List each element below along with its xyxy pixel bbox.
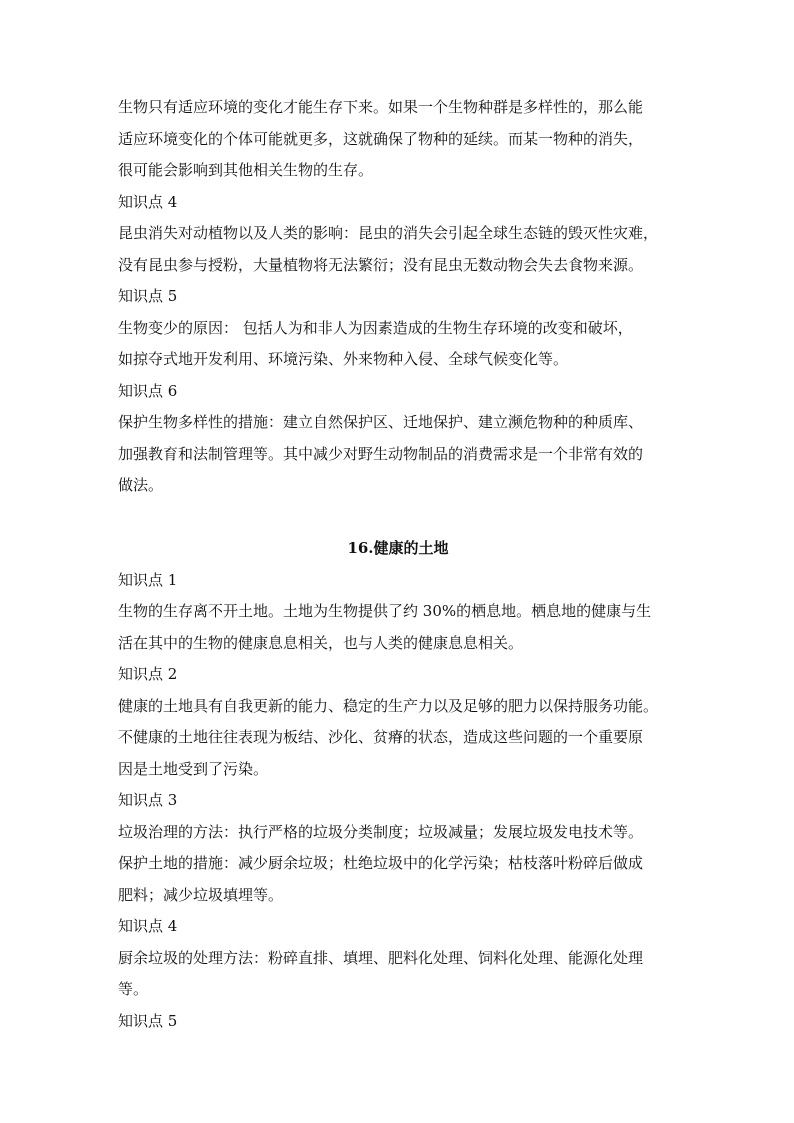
- knowledge-point-label: 知识点 5: [118, 287, 178, 305]
- text-line: 如掠夺式地开发利用、环境污染、外来物种入侵、全球气候变化等。: [118, 350, 569, 368]
- text-line: 做法。: [118, 476, 164, 494]
- text-line: 很可能会影响到其他相关生物的生存。: [118, 161, 374, 179]
- text-line: 等。: [118, 980, 149, 998]
- text-line: 垃圾治理的方法：执行严格的垃圾分类制度；垃圾减量；发展垃圾发电技术等。: [118, 822, 644, 841]
- text-line: 生物只有适应环境的变化才能生存下来。如果一个生物种群是多样性的，那么能: [118, 98, 644, 116]
- text-line: 活在其中的生物的健康息息相关，也与人类的健康息息相关。: [118, 633, 524, 652]
- knowledge-point-label: 知识点 4: [118, 917, 178, 935]
- text-line: 没有昆虫参与授粉，大量植物将无法繁衍；没有昆虫无数动物会失去食物来源。: [118, 255, 644, 274]
- knowledge-point-label: 知识点 6: [118, 381, 178, 400]
- text-line: 适应环境变化的个体可能就更多，这就确保了物种的延续。而某一物种的消失，: [118, 129, 644, 148]
- knowledge-point-label: 知识点 4: [118, 192, 178, 211]
- knowledge-point-paragraph: [118, 407, 678, 502]
- section-title: 16.健康的土地: [347, 539, 449, 557]
- knowledge-point-paragraph: [118, 943, 678, 1006]
- text-line: 保护土地的措施：减少厨余垃圾；杜绝垃圾中的化学污染；枯枝落叶粉碎后做成: [118, 854, 644, 872]
- page-content: [118, 92, 678, 1037]
- knowledge-point-paragraph: [118, 691, 678, 786]
- knowledge-point-paragraph: [118, 596, 678, 659]
- text-line: 生物变少的原因： 包括人为和非人为因素造成的生物生存环境的改变和破坏，: [118, 318, 633, 337]
- intro-paragraph: [118, 92, 678, 187]
- text-line: 生物的生存离不开土地。土地为生物提供了约 30%的栖息地。栖息地的健康与生: [118, 602, 652, 620]
- knowledge-point-label: 知识点 2: [118, 665, 178, 683]
- knowledge-point-paragraph: [118, 218, 678, 281]
- knowledge-point-paragraph: [118, 817, 678, 912]
- text-line: 昆虫消失对动植物以及人类的影响：昆虫的消失会引起全球生态链的毁灭性灾难，: [118, 224, 659, 242]
- text-line: 因是土地受到了污染。: [118, 759, 269, 778]
- text-line: 不健康的土地往往表现为板结、沙化、贫瘠的状态，造成这些问题的一个重要原: [118, 728, 644, 746]
- text-line: 加强教育和法制管理等。其中减少对野生动物制品的消费需求是一个非常有效的: [118, 444, 644, 463]
- text-line: 保护生物多样性的措施：建立自然保护区、迁地保护、建立濒危物种的种质库、: [118, 413, 644, 431]
- text-line: 健康的土地具有自我更新的能力、稳定的生产力以及足够的肥力以保持服务功能。: [118, 696, 659, 715]
- knowledge-point-label: 知识点 3: [118, 791, 178, 809]
- blank-line: [118, 502, 678, 534]
- text-line: 厨余垃圾的处理方法：粉碎直排、填埋、肥料化处理、饲料化处理、能源化处理: [118, 948, 644, 967]
- knowledge-point-label: 知识点 1: [118, 570, 178, 589]
- text-line: 肥料；减少垃圾填埋等。: [118, 885, 284, 904]
- knowledge-point-paragraph: [118, 313, 678, 376]
- knowledge-point-label: 知识点 5: [118, 1011, 178, 1030]
